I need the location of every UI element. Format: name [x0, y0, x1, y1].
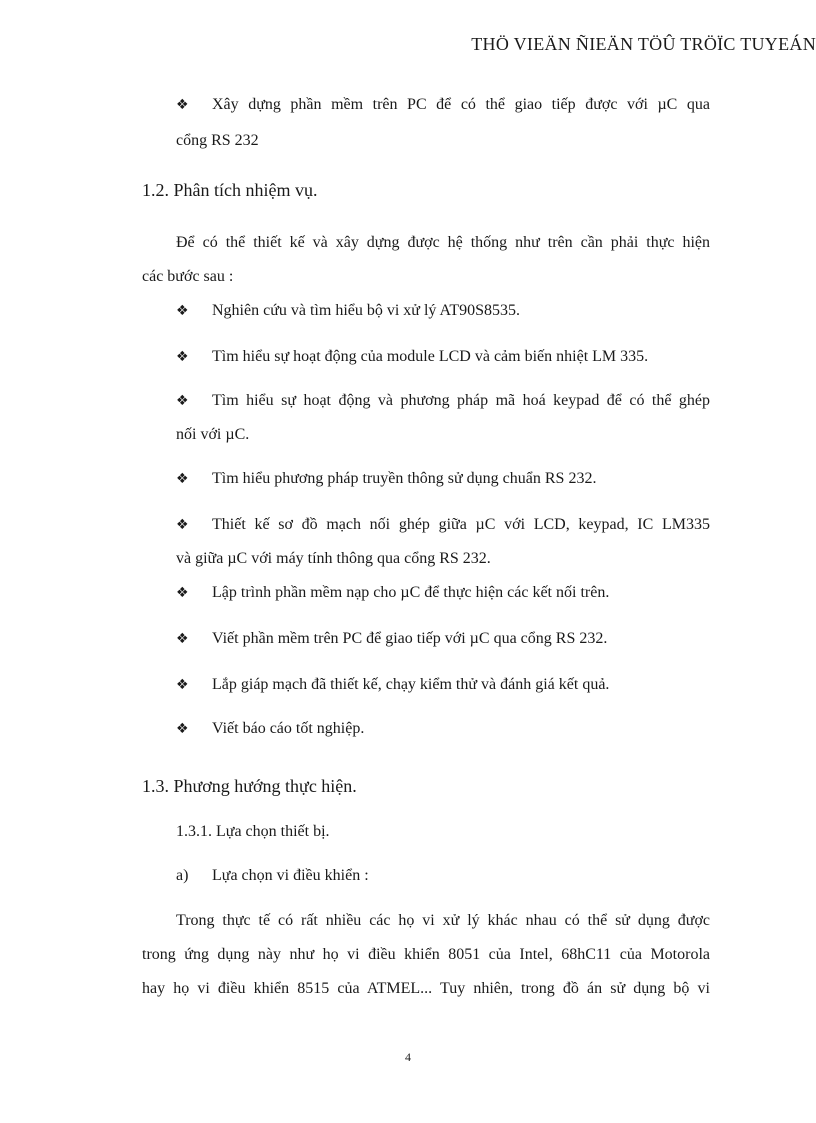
list-item-text: Tìm hiểu sự hoạt động và phương pháp mã hoá keypad để có thể ghép	[212, 392, 710, 409]
list-item	[176, 712, 710, 746]
list-item-text: Tìm hiểu sự hoạt động của module LCD và cảm biến nhiệt LM 335.	[212, 348, 649, 365]
bullet-diamond-icon: ❖	[176, 97, 189, 113]
list-item-text: Lập trình phần mềm nạp cho µC để thực hiện các kết nối trên.	[212, 584, 610, 601]
bullet-diamond-icon: ❖	[176, 471, 189, 487]
intro-bullet-line1	[176, 88, 710, 122]
list-item-continuation: nối với µC.	[176, 426, 250, 443]
list-item	[176, 340, 710, 374]
bullet-diamond-icon: ❖	[176, 517, 189, 533]
subsection-heading-1-3-1: 1.3.1. Lựa chọn thiết bị.	[176, 823, 330, 840]
bullet-diamond-icon: ❖	[176, 393, 189, 409]
list-item-text: Thiết kế sơ đồ mạch nối ghép giữa µC với LCD, keypad, IC LM335	[212, 516, 710, 533]
list-item	[176, 668, 710, 702]
list-item-text: Tìm hiểu phương pháp truyền thông sử dụng chuẩn RS 232.	[212, 470, 597, 487]
section-1-2-paragraph-line1: Để có thể thiết kế và xây dựng được hệ thống như trên cần phải thực hiện	[176, 234, 710, 251]
list-item	[176, 622, 710, 656]
intro-bullet-line2: cổng RS 232	[176, 132, 259, 149]
section-1-3-paragraph-line2: trong ứng dụng này như họ vi điều khiển 8051 của Intel, 68hC11 của Motorola	[142, 946, 710, 963]
item-a	[176, 864, 369, 888]
intro-bullet-text: Xây dựng phần mềm trên PC để có thể giao tiếp được với µC qua	[212, 96, 710, 113]
bullet-diamond-icon: ❖	[176, 303, 189, 319]
section-1-3-paragraph-line3: hay họ vi điều khiển 8515 của ATMEL... Tuy nhiên, trong đồ án sử dụng bộ vi	[142, 980, 710, 997]
list-item	[176, 462, 710, 496]
section-1-2-paragraph-line2: các bước sau :	[142, 268, 234, 285]
list-item-text: Lắp giáp mạch đã thiết kế, chạy kiểm thử và đánh giá kết quả.	[212, 676, 610, 693]
bullet-diamond-icon: ❖	[176, 631, 189, 647]
list-item-continuation: và giữa µC với máy tính thông qua cổng RS 232.	[176, 550, 491, 567]
page-header: THÖ VIEÄN ÑIEÄN TÖÛ TRÖÏC TUYEÁN	[471, 34, 816, 54]
section-1-3-paragraph-line1: Trong thực tế có rất nhiều các họ vi xử lý khác nhau có thể sử dụng được	[176, 912, 710, 929]
bullet-diamond-icon: ❖	[176, 349, 189, 365]
list-item	[176, 294, 710, 328]
list-item-text: Viết báo cáo tốt nghiệp.	[212, 720, 365, 737]
section-heading-1-2: 1.2. Phân tích nhiệm vụ.	[142, 180, 318, 200]
bullet-diamond-icon: ❖	[176, 721, 189, 737]
list-item	[176, 384, 710, 418]
list-item	[176, 508, 710, 542]
bullet-diamond-icon: ❖	[176, 677, 189, 693]
list-item-text: Nghiên cứu và tìm hiểu bộ vi xử lý AT90S8535.	[212, 302, 520, 319]
page-number: 4	[405, 1050, 411, 1064]
list-item	[176, 576, 710, 610]
list-item-text: Viết phần mềm trên PC để giao tiếp với µC qua cổng RS 232.	[212, 630, 608, 647]
bullet-diamond-icon: ❖	[176, 585, 189, 601]
item-a-label: a)	[176, 867, 189, 884]
item-a-text: Lựa chọn vi điều khiển :	[212, 867, 369, 884]
section-heading-1-3: 1.3. Phương hướng thực hiện.	[142, 776, 357, 796]
